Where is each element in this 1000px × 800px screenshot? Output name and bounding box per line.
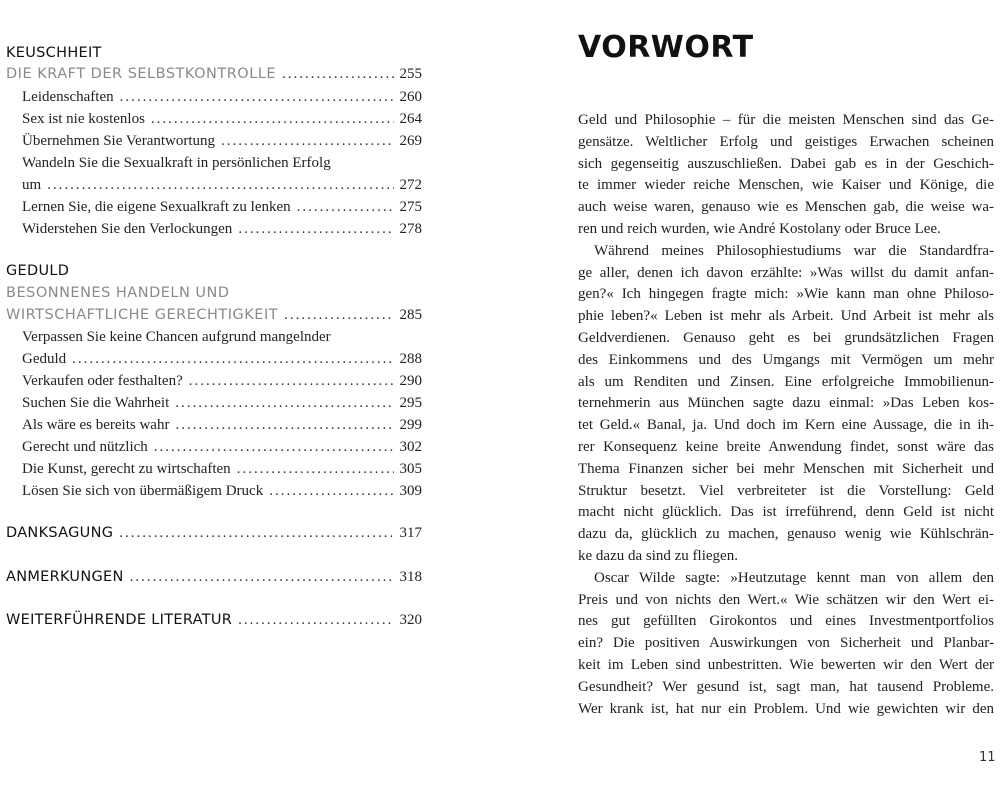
toc-entry-geduld-subtitle [6, 307, 422, 329]
body-line: ren und reich wurden, wie André Kostolany oder Bruce Lee. [578, 220, 941, 237]
body-line: keit im Leben sind unbestritten. Wie bewerten wir den Wert der [578, 656, 994, 673]
toc-entry [22, 133, 422, 155]
toc-entry [22, 373, 422, 395]
toc-entry [22, 221, 422, 243]
body-line: Struktur besetzt. Viel verbreiteter ist die Vorstellung: Geld [578, 482, 994, 499]
body-line: Thema Finanzen sicher bei mehr Menschen mit Sicherheit und [578, 460, 994, 477]
body-line: te immer wieder reiche Menschen, wie Kaiser und Könige, die [578, 177, 994, 194]
toc-entry-label: Lernen Sie, die eigene Sexualkraft zu lenken [22, 199, 291, 215]
toc-page-number: 264 [399, 111, 422, 127]
toc-entry-label: Als wäre es bereits wahr [22, 417, 170, 433]
body-line: nes gut gefüllten Girokontos und eines Investmentportfolios [578, 613, 994, 630]
toc-page-number: 285 [399, 307, 422, 323]
toc-leader-dots [175, 395, 393, 412]
body-line: Geldverdienen. Genauso geht es bei grundsätzlichen Fragen [578, 329, 994, 346]
toc-entry [22, 351, 422, 373]
toc-leader-dots [282, 66, 393, 83]
toc-page-number: 290 [399, 373, 422, 389]
toc-page-number: 295 [399, 395, 422, 411]
toc-page-number: 255 [399, 66, 422, 82]
toc-entry-label: Die Kunst, gerecht zu wirtschaften [22, 461, 231, 477]
toc-page-number: 305 [399, 461, 422, 477]
body-line: rer Konsequenz keine breite Anwendung findet, sonst wäre das [578, 438, 994, 455]
body-line: dazu da, glücklich zu machen, genauso wenig wie Kühlschrän- [578, 526, 994, 543]
toc-leader-dots [130, 569, 394, 586]
toc-entry-label: Sex ist nie kostenlos [22, 111, 145, 127]
body-line: macht nicht glücklich. Das ist irreführend, denn Geld ist nicht [578, 504, 994, 521]
body-line: auch weise waren, genauso wie es Menschen gab, die weise wa- [578, 199, 994, 216]
toc-page-number: 309 [399, 483, 422, 499]
toc-page-number: 318 [399, 569, 422, 585]
toc-entry-label: Lösen Sie sich von übermäßigem Druck [22, 483, 264, 499]
toc-entry-label: Gerecht und nützlich [22, 439, 148, 455]
toc-entry [22, 199, 422, 221]
toc-entry-label: Wandeln Sie die Sexualkraft in persönlichen Erfolg [22, 155, 331, 171]
toc-page-number: 299 [399, 417, 422, 433]
toc-entry-label: Leidenschaften [22, 89, 114, 105]
toc-page-number: 317 [399, 525, 422, 541]
toc-entry-label: Verpassen Sie keine Chancen aufgrund mangelnder [22, 329, 331, 345]
toc-subtitle-label: DIE KRAFT DER SELBSTKONTROLLE [6, 66, 277, 82]
toc-page-number: 275 [399, 199, 422, 215]
toc-entry-label: Verkaufen oder festhalten? [22, 373, 183, 389]
body-line: ge aller, denen ich davon erzählte: »Was willst du damit anfan- [578, 264, 994, 281]
toc-page-number: 288 [399, 351, 422, 367]
toc-entry-label: um [22, 177, 42, 193]
toc-leader-dots [72, 351, 393, 368]
toc-entry [22, 461, 422, 483]
toc-entry [22, 417, 422, 439]
body-line: gen?« Ich hingegen fragte mich: »Wie kann man ohne Philoso- [578, 286, 994, 303]
toc-entry-anmerkungen [6, 569, 422, 591]
toc-leader-dots [284, 307, 393, 324]
body-line: sich gegenseitig auszuschließen. Dabei gab es in der Geschich- [578, 155, 994, 172]
toc-leader-dots [47, 177, 393, 194]
body-line: des Einkommens und des Umgangs mit Vermögen um mehr [578, 351, 994, 368]
toc-entry-label: Geduld [22, 351, 67, 367]
toc-leader-dots [297, 199, 394, 216]
toc-entry [22, 111, 422, 133]
toc-entry [22, 177, 422, 199]
body-line: ein? Die positiven Auswirkungen von Sicherheit und Planbar- [578, 635, 994, 652]
body-line: tet Geld.« Banal, ja. Und doch im Kern eine Aussage, die in ih- [578, 417, 994, 434]
body-line: gensätze. Weltlicher Erfolg und geistiges Erwachen scheinen [578, 133, 994, 150]
toc-leader-dots [120, 89, 394, 106]
toc-leader-dots [221, 133, 393, 150]
body-line: Wer krank ist, hat nur ein Problem. Und wie gewichten wir den [578, 700, 994, 717]
chapter-title: VORWORT [578, 30, 754, 65]
body-line: ke dazu da sind zu fliegen. [578, 547, 738, 564]
body-line: als um Renditen und Zinsen. Eine erfolgreiche Immobilienun- [578, 373, 994, 390]
toc-leader-dots [119, 525, 393, 542]
toc-entry-label: Übernehmen Sie Verantwortung [22, 133, 216, 149]
toc-leader-dots [269, 483, 393, 500]
toc-entry [22, 439, 422, 461]
toc-page-number: 272 [399, 177, 422, 193]
toc-entry-label: Suchen Sie die Wahrheit [22, 395, 170, 411]
body-line: ternehmerin aus München sagte dazu einmal: »Das Leben kos- [578, 395, 994, 412]
toc-heading-label: ANMERKUNGEN [6, 569, 124, 585]
chapter-body-text [578, 110, 994, 720]
toc-heading-keuschheit: KEUSCHHEIT [6, 45, 102, 61]
toc-page-number: 260 [399, 89, 422, 105]
page-number: 11 [979, 750, 996, 765]
toc-entry [22, 483, 422, 505]
toc-entry [22, 395, 422, 417]
toc-entry-danksagung [6, 525, 422, 547]
toc-entry [22, 89, 422, 111]
table-of-contents [0, 0, 430, 800]
toc-subtitle-label: BESONNENES HANDELN UND [6, 285, 230, 301]
toc-subtitle-label: WIRTSCHAFTLICHE GERECHTIGKEIT [6, 307, 279, 323]
toc-page-number: 320 [399, 612, 422, 628]
toc-leader-dots [238, 221, 393, 238]
toc-heading-label: WEITERFÜHRENDE LITERATUR [6, 612, 233, 628]
toc-page-number: 278 [399, 221, 422, 237]
toc-page-number: 302 [399, 439, 422, 455]
toc-heading-label: DANKSAGUNG [6, 525, 114, 541]
toc-heading-geduld: GEDULD [6, 263, 70, 279]
body-line: Preis und von nichts den Wert.« Wie schätzen wir den Wert ei- [578, 591, 994, 608]
body-line: Oscar Wilde sagte: »Heutzutage kennt man von allem den [594, 569, 994, 586]
toc-leader-dots [238, 612, 393, 629]
toc-leader-dots [175, 417, 393, 434]
body-line: Gesundheit? Wer gesund ist, sagt man, hat tausend Probleme. [578, 678, 994, 695]
toc-entry-literatur [6, 612, 422, 634]
body-line: Während meines Philosophiestudiums war die Standardfra- [594, 242, 994, 259]
toc-leader-dots [237, 461, 394, 478]
body-line: Geld und Philosophie – für die meisten Menschen sind das Ge- [578, 112, 994, 128]
toc-leader-dots [151, 111, 394, 128]
toc-page-number: 269 [399, 133, 422, 149]
toc-leader-dots [154, 439, 394, 456]
toc-leader-dots [189, 373, 394, 390]
toc-entry-keuschheit-subtitle [6, 66, 422, 88]
body-line: phie leben?« Leben ist mehr als Arbeit. Und Arbeit ist mehr als [578, 308, 994, 325]
toc-entry-label: Widerstehen Sie den Verlockungen [22, 221, 233, 237]
